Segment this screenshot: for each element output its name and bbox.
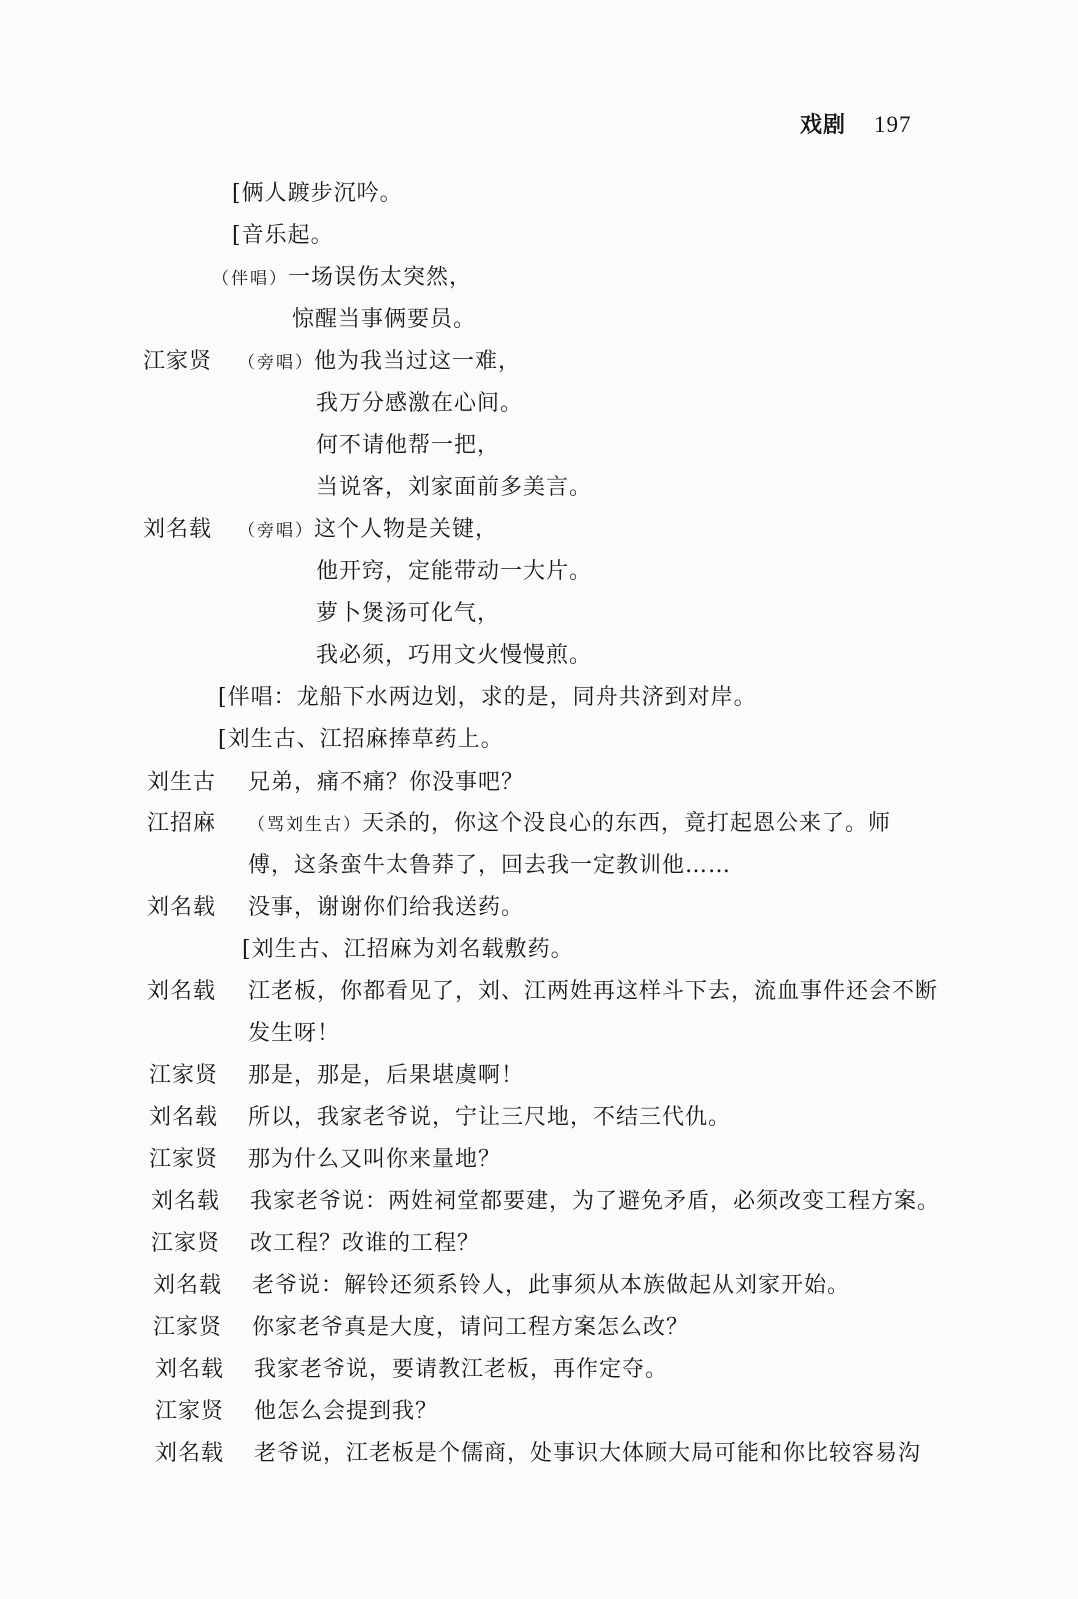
sung-line <box>238 512 498 543</box>
running-header <box>800 108 912 139</box>
lyric-text: 他为我当过这一难， <box>314 349 522 374</box>
speaker-name: 江家贤 <box>155 1399 225 1424</box>
dialogue-text: 我家老爷说：两姓祠堂都要建，为了避免矛盾，必须改变工程方案。 <box>250 1189 941 1214</box>
lyric-continuation: 何不请他帮一把， <box>316 433 501 458</box>
speaker-name: 刘名载 <box>151 1189 221 1214</box>
speaker-name: 江招麻 <box>147 811 217 836</box>
stage-direction: [伴唱：龙船下水两边划，求的是，同舟共济到对岸。 <box>218 685 757 710</box>
stage-direction: [俩人踱步沉吟。 <box>232 181 403 206</box>
dialogue-text: 改工程？改谁的工程？ <box>250 1231 481 1256</box>
speaker-name: 刘生古 <box>147 770 217 795</box>
dialogue-text: 那是，那是，后果堪虞啊！ <box>248 1063 525 1088</box>
speaker-name: 江家贤 <box>153 1315 223 1340</box>
dialogue-text: 天杀的，你这个没良心的东西，竟打起恩公来了。师 <box>362 811 892 836</box>
speaker-name: 刘名载 <box>147 895 217 920</box>
lyric-continuation: 萝卜煲汤可化气， <box>316 601 501 626</box>
lyric-continuation: 我万分感激在心间。 <box>316 391 524 416</box>
dialogue-text: 你家老爷真是大度，请问工程方案怎么改？ <box>252 1315 690 1340</box>
stage-direction: [刘生古、江招麻为刘名载敷药。 <box>242 937 574 962</box>
speaker-name: 刘名载 <box>143 517 213 542</box>
lyric-text: 这个人物是关键， <box>314 517 499 542</box>
lyric-continuation: 我必须，巧用文火慢慢煎。 <box>316 643 593 668</box>
page-number: 197 <box>874 112 912 137</box>
dialogue-text: 老爷说：解铃还须系铃人，此事须从本族做起从刘家开始。 <box>252 1273 851 1298</box>
dialogue-continuation: 傅，这条蛮牛太鲁莽了，回去我一定教训他…… <box>248 853 732 878</box>
dialogue-text: 老爷说，江老板是个儒商，处事识大体顾大局可能和你比较容易沟 <box>254 1441 922 1466</box>
performance-note: （旁唱） <box>238 353 314 373</box>
section-title: 戏剧 <box>800 113 847 138</box>
speaker-name: 刘名载 <box>147 979 217 1004</box>
dialogue-text: 所以，我家老爷说，宁让三尺地，不结三代仇。 <box>248 1105 732 1130</box>
dialogue-text: 江老板，你都看见了，刘、江两姓再这样斗下去，流血事件还会不断 <box>248 979 939 1004</box>
speaker-name: 刘名载 <box>153 1273 223 1298</box>
dialogue-continuation: 发生呀！ <box>248 1021 341 1046</box>
dialogue-text: 兄弟，痛不痛？你没事吧？ <box>248 770 525 795</box>
dialogue-text: 那为什么又叫你来量地？ <box>248 1147 502 1172</box>
performance-note: （旁唱） <box>238 521 314 541</box>
lyric-text: 一场误伤太突然， <box>288 265 473 290</box>
dialogue-line <box>248 806 891 837</box>
sung-line <box>238 344 521 375</box>
stage-direction: [刘生古、江招麻捧草药上。 <box>218 727 504 752</box>
speaker-name: 刘名载 <box>155 1441 225 1466</box>
sung-line <box>212 260 472 291</box>
speaker-name: 江家贤 <box>143 349 213 374</box>
lyric-continuation: 当说客，刘家面前多美言。 <box>316 475 593 500</box>
stage-direction: [音乐起。 <box>232 223 334 248</box>
speaker-name: 江家贤 <box>149 1063 219 1088</box>
dialogue-text: 没事，谢谢你们给我送药。 <box>248 895 525 920</box>
performance-note: （骂刘生古） <box>248 815 362 835</box>
speaker-name: 江家贤 <box>151 1231 221 1256</box>
speaker-name: 江家贤 <box>149 1147 219 1172</box>
lyric-continuation: 他开窍，定能带动一大片。 <box>316 559 593 584</box>
lyric-continuation: 惊醒当事俩要员。 <box>292 307 477 332</box>
performance-note: （伴唱） <box>212 269 288 289</box>
dialogue-text: 我家老爷说，要请教江老板，再作定夺。 <box>254 1357 669 1382</box>
speaker-name: 刘名载 <box>149 1105 219 1130</box>
dialogue-text: 他怎么会提到我？ <box>254 1399 439 1424</box>
speaker-name: 刘名载 <box>155 1357 225 1382</box>
